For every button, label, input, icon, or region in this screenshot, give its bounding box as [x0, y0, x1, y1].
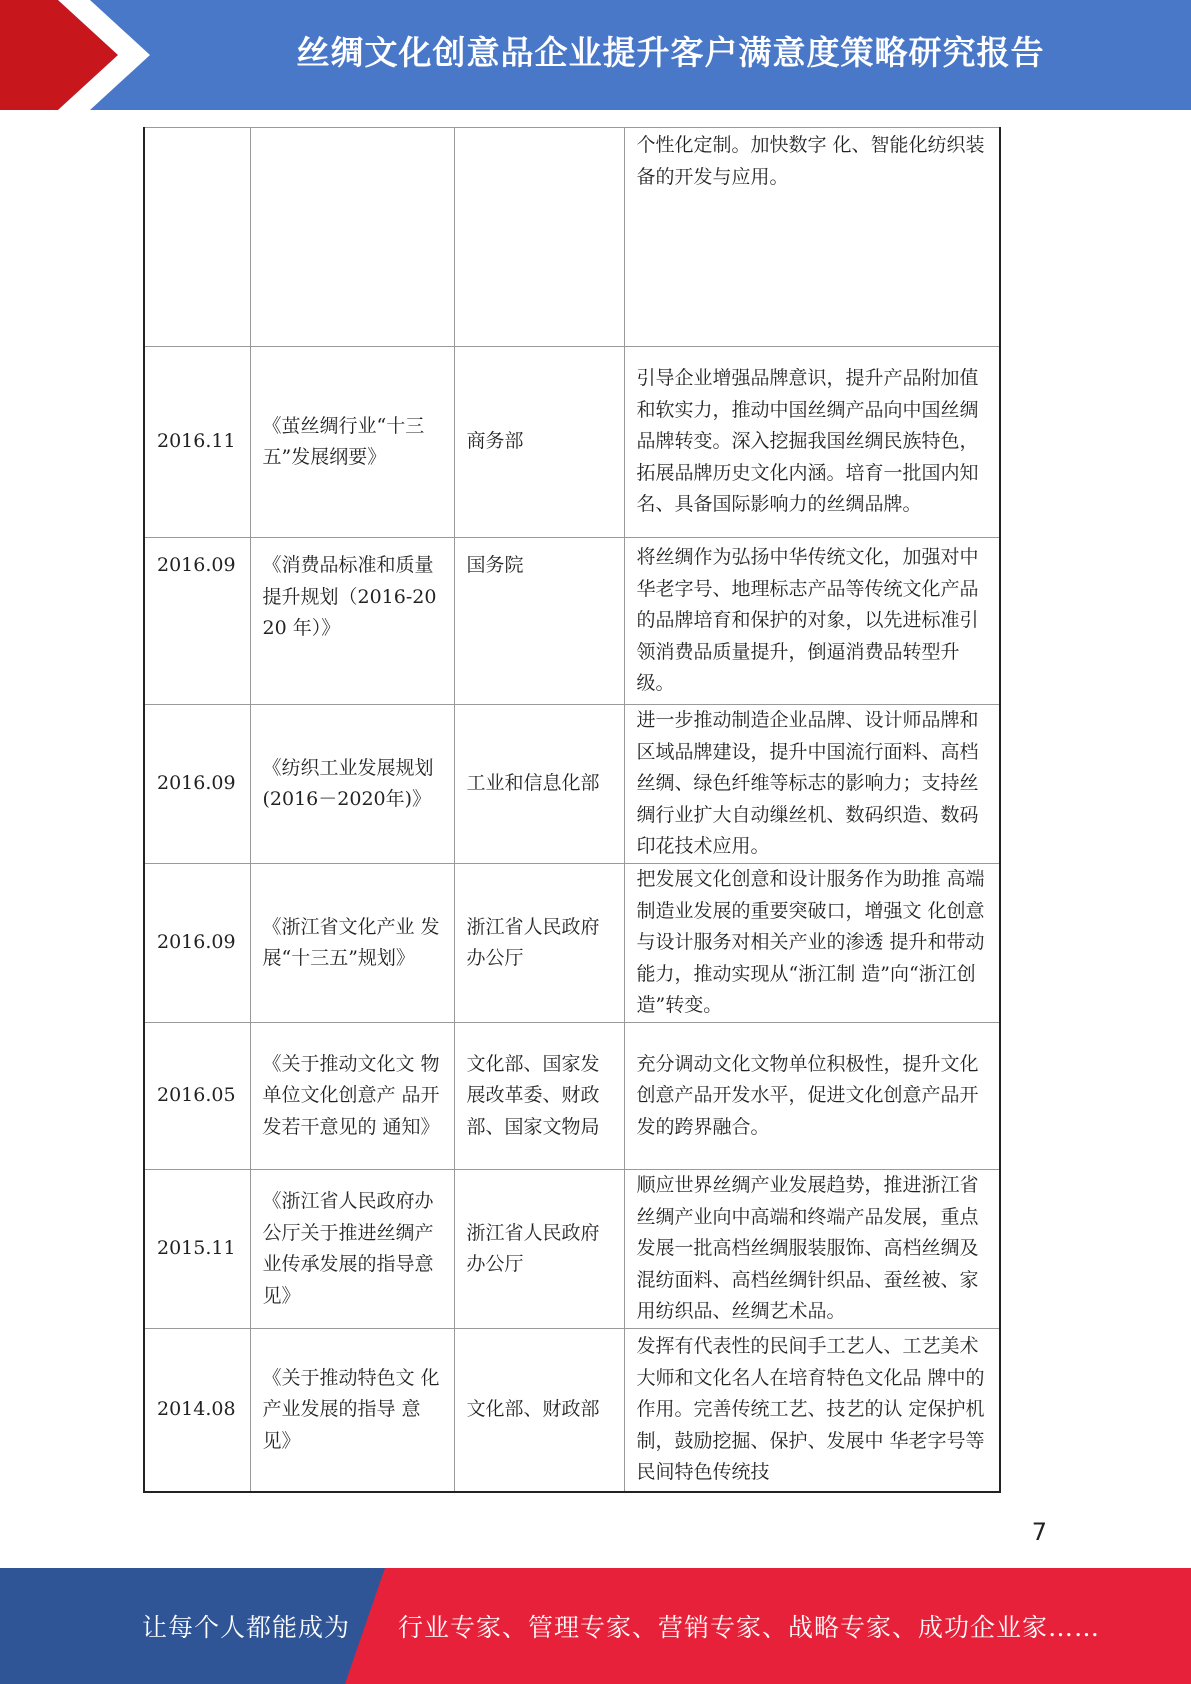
issuer-cell: 商务部: [454, 347, 624, 538]
date-cell: 2015.11: [144, 1170, 250, 1329]
policy-cell: 《浙江省人民政府办公厅关于推进丝绸产业传承发展的指导意见》: [250, 1170, 454, 1329]
content-cell: 把发展文化创意和设计服务作为助推 高端制造业发展的重要突破口，增强文 化创意与设计服务对相关产业的渗透 提升和带动能力，推动实现从“浙江制 造”向“浙江创造”转变。: [624, 864, 1000, 1023]
table-row: [144, 128, 1000, 347]
report-title: 丝绸文化创意品企业提升客户满意度策略研究报告: [296, 32, 1045, 72]
content-cell: 引导企业增强品牌意识，提升产品附加值和软实力，推动中国丝绸产品向中国丝绸品牌转变。深入挖掘我国丝绸民族特色，拓展品牌历史文化内涵。培育一批国内知名、具备国际影响力的丝绸品牌。: [624, 347, 1000, 538]
policy-cell: 《消费品标准和质量提升规划（2016-2020 年）》: [250, 538, 454, 705]
content-cell: 将丝绸作为弘扬中华传统文化，加强对中华老字号、地理标志产品等传统文化产品的品牌培育和保护的对象，以先进标准引领消费品质量提升，倒逼消费品转型升级。: [624, 538, 1000, 705]
policy-cell: 《浙江省文化产业 发展“十三五”规划》: [250, 864, 454, 1023]
issuer-cell: 工业和信息化部: [454, 705, 624, 864]
policy-cell: 《关于推动文化文 物单位文化创意产 品开发若干意见的 通知》: [250, 1023, 454, 1170]
content-cell: 进一步推动制造企业品牌、设计师品牌和区域品牌建设，提升中国流行面料、高档丝绸、绿色纤维等标志的影响力；支持丝绸行业扩大自动缫丝机、数码织造、数码印花技术应用。: [624, 705, 1000, 864]
table-row: [144, 538, 1000, 705]
date-cell: 2016.11: [144, 347, 250, 538]
page-header: [0, 0, 1191, 110]
content-cell: 发挥有代表性的民间手工艺人、工艺美术大师和文化名人在培育特色文化品 牌中的作用。完善传统工艺、技艺的认 定保护机制，鼓励挖掘、保护、发展中 华老字号等民间特色传统技: [624, 1329, 1000, 1492]
content-cell: 顺应世界丝绸产业发展趋势，推进浙江省丝绸产业向中高端和终端产品发展，重点发展一批高档丝绸服装服饰、高档丝绸及混纺面料、高档丝绸针织品、蚕丝被、家用纺织品、丝绸艺术品。: [624, 1170, 1000, 1329]
content-cell: 个性化定制。加快数字 化、智能化纺织装备的开发与应用。: [624, 128, 1000, 347]
table-row: [144, 347, 1000, 538]
page-footer: [0, 1568, 1191, 1684]
policy-cell: 《关于推动特色文 化产业发展的指导 意见》: [250, 1329, 454, 1492]
date-cell: 2016.09: [144, 538, 250, 705]
policy-table: [143, 127, 1001, 1493]
policy-cell: [250, 128, 454, 347]
issuer-cell: 国务院: [454, 538, 624, 705]
page-number: 7: [1031, 1518, 1047, 1546]
issuer-cell: 浙江省人民政府 办公厅: [454, 864, 624, 1023]
issuer-cell: 浙江省人民政府办公厅: [454, 1170, 624, 1329]
date-cell: 2016.05: [144, 1023, 250, 1170]
table-row: [144, 864, 1000, 1023]
table-row: [144, 705, 1000, 864]
date-cell: 2016.09: [144, 705, 250, 864]
content-cell: 充分调动文化文物单位积极性，提升文化创意产品开发水平，促进文化创意产品开发的跨界融合。: [624, 1023, 1000, 1170]
issuer-cell: [454, 128, 624, 347]
table-row: [144, 1170, 1000, 1329]
issuer-cell: 文化部、国家发 展改革委、财政 部、国家文物局: [454, 1023, 624, 1170]
footer-slogan-right: 行业专家、管理专家、营销专家、战略专家、成功企业家……: [398, 1613, 1101, 1642]
table-row: [144, 1023, 1000, 1170]
policy-cell: 《纺织工业发展规划(2016－2020年)》: [250, 705, 454, 864]
date-cell: 2016.09: [144, 864, 250, 1023]
table-row: [144, 1329, 1000, 1492]
policy-cell: 《茧丝绸行业“十三五”发展纲要》: [250, 347, 454, 538]
policy-table-container: [143, 127, 999, 1493]
issuer-cell: 文化部、财政部: [454, 1329, 624, 1492]
date-cell: 2014.08: [144, 1329, 250, 1492]
date-cell: [144, 128, 250, 347]
footer-slogan-left: 让每个人都能成为: [142, 1613, 351, 1642]
